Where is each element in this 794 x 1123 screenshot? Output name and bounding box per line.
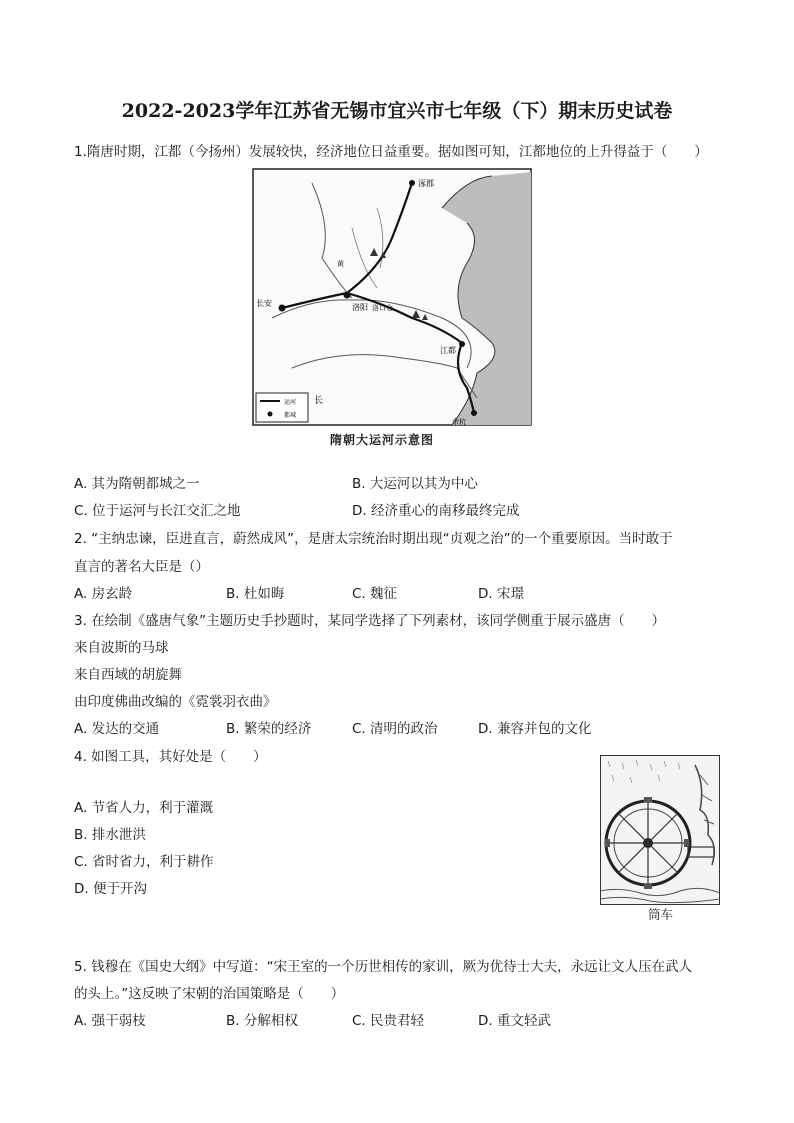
q5-option-d[interactable]: D. 重文轻武 xyxy=(478,1013,551,1029)
q5-option-c[interactable]: C. 民贵君轻 xyxy=(352,1013,425,1029)
map-label-luokou: 洛口仓 xyxy=(372,304,393,312)
q1-stem: 1.隋唐时期，江都（今扬州）发展较快，经济地位日益重要。据如图可知，江都地位的上升得益于（ ） xyxy=(74,144,708,160)
q1-option-c[interactable]: C. 位于运河与长江交汇之地 xyxy=(74,503,241,519)
q5-stem-line2: 的头上。”这反映了宋朝的治国策略是（ ） xyxy=(74,986,345,1002)
q4-option-d[interactable]: D. 便于开沟 xyxy=(74,881,147,897)
q3-material-item: 来自西域的胡旋舞 xyxy=(74,667,182,683)
q3-option-a[interactable]: A. 发达的交通 xyxy=(74,721,160,737)
q5-stem-line1: 5. 钱穆在《国史大纲》中写道：“宋王室的一个历世相传的家训，厥为优待士大夫，永远让文人压在武人 xyxy=(74,959,693,975)
q4-option-c[interactable]: C. 省时省力，利于耕作 xyxy=(74,854,214,870)
q3-material-item: 来自波斯的马球 xyxy=(74,640,169,656)
exam-title: 2022-2023学年江苏省无锡市宜兴市七年级（下）期末历史试卷 xyxy=(121,100,673,122)
q3-option-d[interactable]: D. 兼容并包的文化 xyxy=(478,721,592,737)
q1-option-d[interactable]: D. 经济重心的南移最终完成 xyxy=(352,503,520,519)
q2-option-b[interactable]: B. 杜如晦 xyxy=(226,586,285,602)
map-caption: 隋朝大运河示意图 xyxy=(330,433,435,447)
q4-option-b[interactable]: B. 排水泄洪 xyxy=(74,827,146,843)
q1-option-a[interactable]: A. 其为隋朝都城之一 xyxy=(74,476,200,492)
map-label-luoyang: 洛阳 xyxy=(352,303,368,312)
map-label-jiangdu: 江都 xyxy=(440,346,456,355)
q4-option-a[interactable]: A. 节省人力，利于灌溉 xyxy=(74,800,214,816)
q4-stem: 4. 如图工具，其好处是（ ） xyxy=(74,749,267,765)
q3-option-c[interactable]: C. 清明的政治 xyxy=(352,721,438,737)
waterwheel-illustration xyxy=(600,755,720,905)
q3-option-b[interactable]: B. 繁荣的经济 xyxy=(226,721,312,737)
q1-option-b[interactable]: B. 大运河以其为中心 xyxy=(352,476,478,492)
q2-stem-line2: 直言的著名大臣是（） xyxy=(74,559,209,575)
q2-option-d[interactable]: D. 宋璟 xyxy=(478,586,524,602)
q3-material-item: 由印度佛曲改编的《霓裳羽衣曲》 xyxy=(74,694,277,710)
q3-stem: 3. 在绘制《盛唐气象”主题历史手抄题时，某同学选择了下列素材，该同学侧重于展示盛唐（ ） xyxy=(74,613,666,629)
map-legend-city: 都城 xyxy=(284,412,297,419)
q2-option-a[interactable]: A. 房玄龄 xyxy=(74,586,133,602)
map-label-river-north: 黄 xyxy=(337,260,344,268)
map-label-yuhang: 余杭 xyxy=(452,418,466,426)
waterwheel-caption: 筒车 xyxy=(648,907,674,922)
q5-option-a[interactable]: A. 强干弱枝 xyxy=(74,1013,146,1029)
map-label-changan: 长安 xyxy=(256,299,272,308)
grand-canal-map xyxy=(252,168,532,426)
q2-stem-line1: 2. “主纳忠谏，臣进直言，蔚然成风”，是唐太宗统治时期出现“贞观之治”的一个重要原因。当时敢于 xyxy=(74,531,673,547)
map-label-zhuojun: 涿郡 xyxy=(418,179,434,188)
map-label-river-south: 长 xyxy=(314,396,324,406)
q5-option-b[interactable]: B. 分解相权 xyxy=(226,1013,298,1029)
map-legend-canal: 运河 xyxy=(284,399,297,406)
q2-option-c[interactable]: C. 魏征 xyxy=(352,586,398,602)
